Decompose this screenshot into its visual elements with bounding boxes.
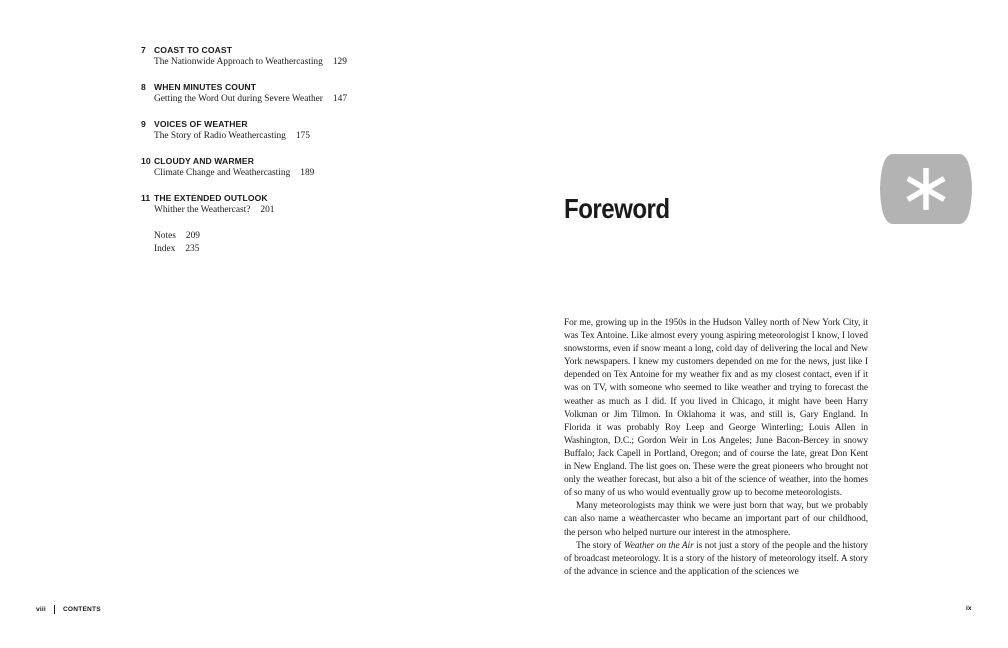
toc-chapter-subtitle: Whither the Weathercast? (154, 205, 251, 215)
left-folio (36, 605, 101, 614)
foreword-body (564, 317, 868, 579)
toc-entry (141, 45, 441, 69)
toc-page-number: 189 (300, 168, 315, 178)
folio-divider (54, 605, 55, 614)
right-folio (966, 605, 972, 612)
toc-entry (141, 119, 441, 143)
body-paragraph: Many meteorologists may think we were just born that way, but we probably can also name a weathercaster who became an important part of our childhood, the person who helped nurture our interest in the atmosphere. (564, 501, 868, 538)
toc-entry (141, 82, 441, 106)
toc-backmatter (154, 230, 441, 256)
toc-index (154, 243, 441, 256)
book-title: Weather on the Air (623, 540, 694, 551)
toc-chapter-number: 10 (141, 156, 151, 166)
toc-page-number: 175 (295, 131, 310, 141)
page-number: ix (966, 605, 972, 612)
right-page (504, 0, 1008, 648)
toc-backmatter-label: Index (154, 244, 176, 254)
toc-notes (154, 230, 441, 243)
toc-page-number: 235 (185, 244, 200, 254)
toc-chapter-title: CLOUDY AND WARMER (154, 156, 255, 166)
toc-chapter-number: 8 (141, 82, 146, 92)
toc-page-number: 147 (332, 94, 347, 104)
toc-entry (141, 193, 441, 217)
toc-chapter-subtitle: The Nationwide Approach to Weathercasting (154, 57, 323, 67)
body-paragraph: For me, growing up in the 1950s in the Hudson Valley north of New York City, it was Tex Antoine. Like almost every young aspiring meteorologist I know, I loved snowstorms, even if snow meant a long, cold day of delivering the local and New York newspapers. I knew my customers depended on me for the news, just like I depended on Tex Antoine for my weather fix and as my closest contact, even if it was on TV, with someone who seemed to like weather and trying to forecast the weather as much as I did. If you lived in Chicago, it might have been Harry Volkman or Jim Tilmon. In Oklahoma it was, and still is, Gary England. In Florida it was probably Roy Leep and George Winterling; Louis Allen in Washington, D.C.; Gordon Weir in Los Angeles; June Bacon-Bercey in snowy Buffalo; Jack Capell in Portland, Oregon; and of course the late, great Don Kent in New England. The list goes on. These were the great pioneers who brought not only the weather forecast, but also a bit of the science of weather, into the homes of so many of us who would eventually grow up to become meteorologists. (564, 318, 868, 499)
toc-chapter-subtitle: Climate Change and Weathercasting (154, 168, 291, 178)
asterisk-icon (879, 152, 973, 226)
toc-page-number: 209 (185, 231, 200, 241)
toc-chapter-title: WHEN MINUTES COUNT (154, 82, 257, 92)
toc-entry (141, 156, 441, 180)
body-paragraph: The story of Weather on the Air is not just a story of the people and the history of broadcast meteorology. It is a story of the history of meteorology itself. A story of the advance in science and the application of the sciences we (564, 540, 869, 577)
toc-chapter-subtitle: The Story of Radio Weathercasting (154, 131, 286, 141)
toc-chapter-title: COAST TO COAST (154, 45, 233, 55)
toc-chapter-number: 9 (141, 119, 146, 129)
toc-chapter-number: 11 (141, 193, 151, 203)
toc-page-number: 129 (332, 57, 347, 67)
table-of-contents (141, 45, 441, 256)
toc-chapter-number: 7 (141, 45, 146, 55)
toc-chapter-subtitle: Getting the Word Out during Severe Weather (154, 94, 323, 104)
toc-chapter-title: VOICES OF WEATHER (154, 119, 248, 129)
page-number: viii (36, 606, 46, 613)
chapter-title: Foreword (564, 193, 670, 224)
toc-chapter-title: THE EXTENDED OUTLOOK (154, 193, 268, 203)
toc-backmatter-label: Notes (154, 231, 176, 241)
toc-page-number: 201 (260, 205, 275, 215)
running-head: CONTENTS (62, 606, 101, 613)
